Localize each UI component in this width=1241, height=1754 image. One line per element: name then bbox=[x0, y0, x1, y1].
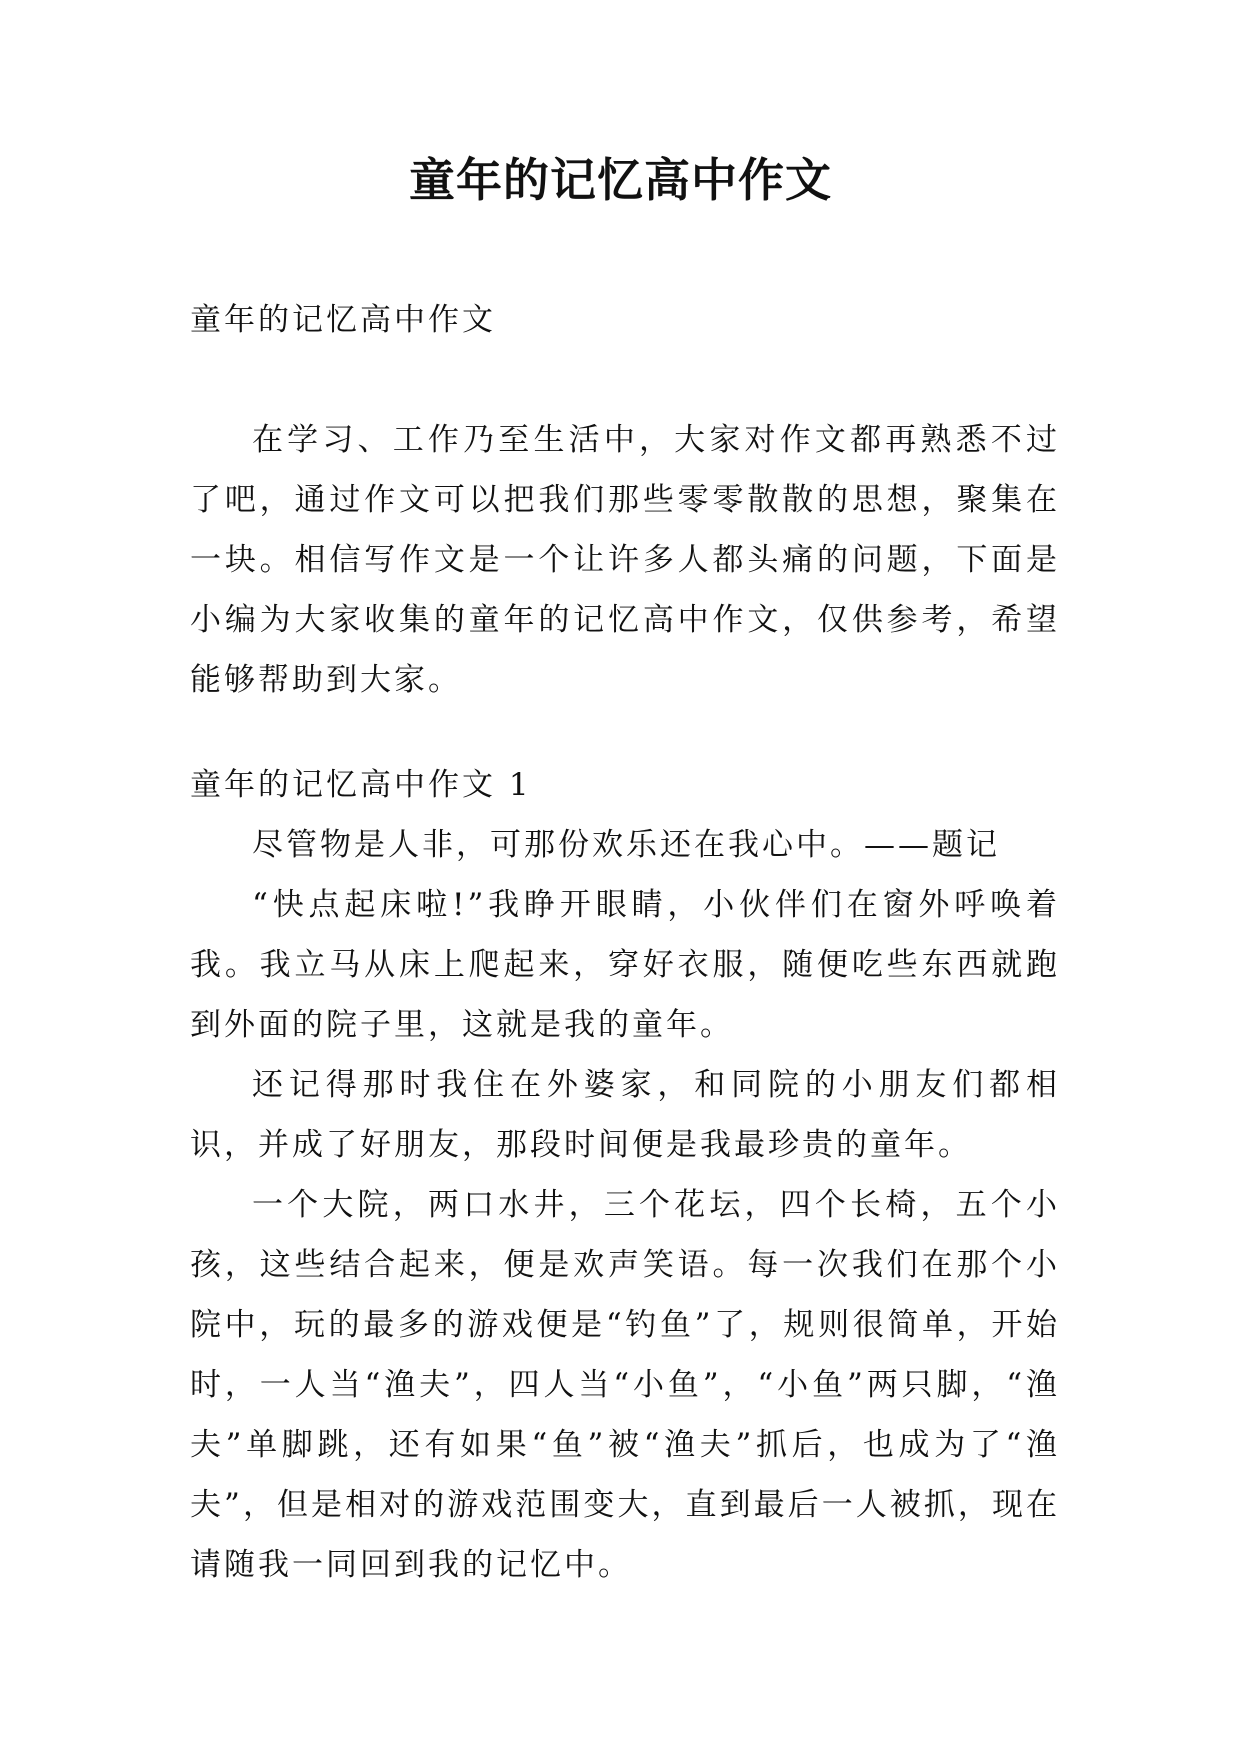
section-heading: 童年的记忆高中作文 1 bbox=[190, 767, 532, 803]
essay-section bbox=[190, 755, 1060, 1595]
essay-paragraph: 尽管物是人非，可那份欢乐还在我心中。——题记 bbox=[252, 827, 1000, 863]
essay-paragraph: “快点起床啦!”我睁开眼睛，小伙伴们在窗外呼唤着我。我立马从床上爬起来，穿好衣服，随便吃些东西就跑到外面的院子里，这就是我的童年。 bbox=[190, 887, 1060, 1043]
intro-paragraph: 在学习、工作乃至生活中，大家对作文都再熟悉不过了吧，通过作文可以把我们那些零零散散的思想，聚集在一块。相信写作文是一个让许多人都头痛的问题，下面是小编为大家收集的童年的记忆高中作文，仅供参考，希望能够帮助到大家。 bbox=[190, 422, 1060, 698]
essay-paragraph: 一个大院，两口水井，三个花坛，四个长椅，五个小孩，这些结合起来，便是欢声笑语。每一次我们在那个小院中，玩的最多的游戏便是“钓鱼”了，规则很简单，开始时，一人当“渔夫”，四人当“小鱼”，“小鱼”两只脚，“渔夫”单脚跳，还有如果“鱼”被“渔夫”抓后，也成为了“渔夫”，但是相对的游戏范围变大，直到最后一人被抓，现在请随我一同回到我的记忆中。 bbox=[190, 1187, 1060, 1583]
document-title: 童年的记忆高中作文 bbox=[409, 153, 832, 207]
essay-paragraph: 还记得那时我住在外婆家，和同院的小朋友们都相识，并成了好朋友，那段时间便是我最珍贵的童年。 bbox=[190, 1067, 1060, 1163]
document-subtitle: 童年的记忆高中作文 bbox=[190, 302, 496, 338]
intro-block bbox=[190, 410, 1060, 710]
